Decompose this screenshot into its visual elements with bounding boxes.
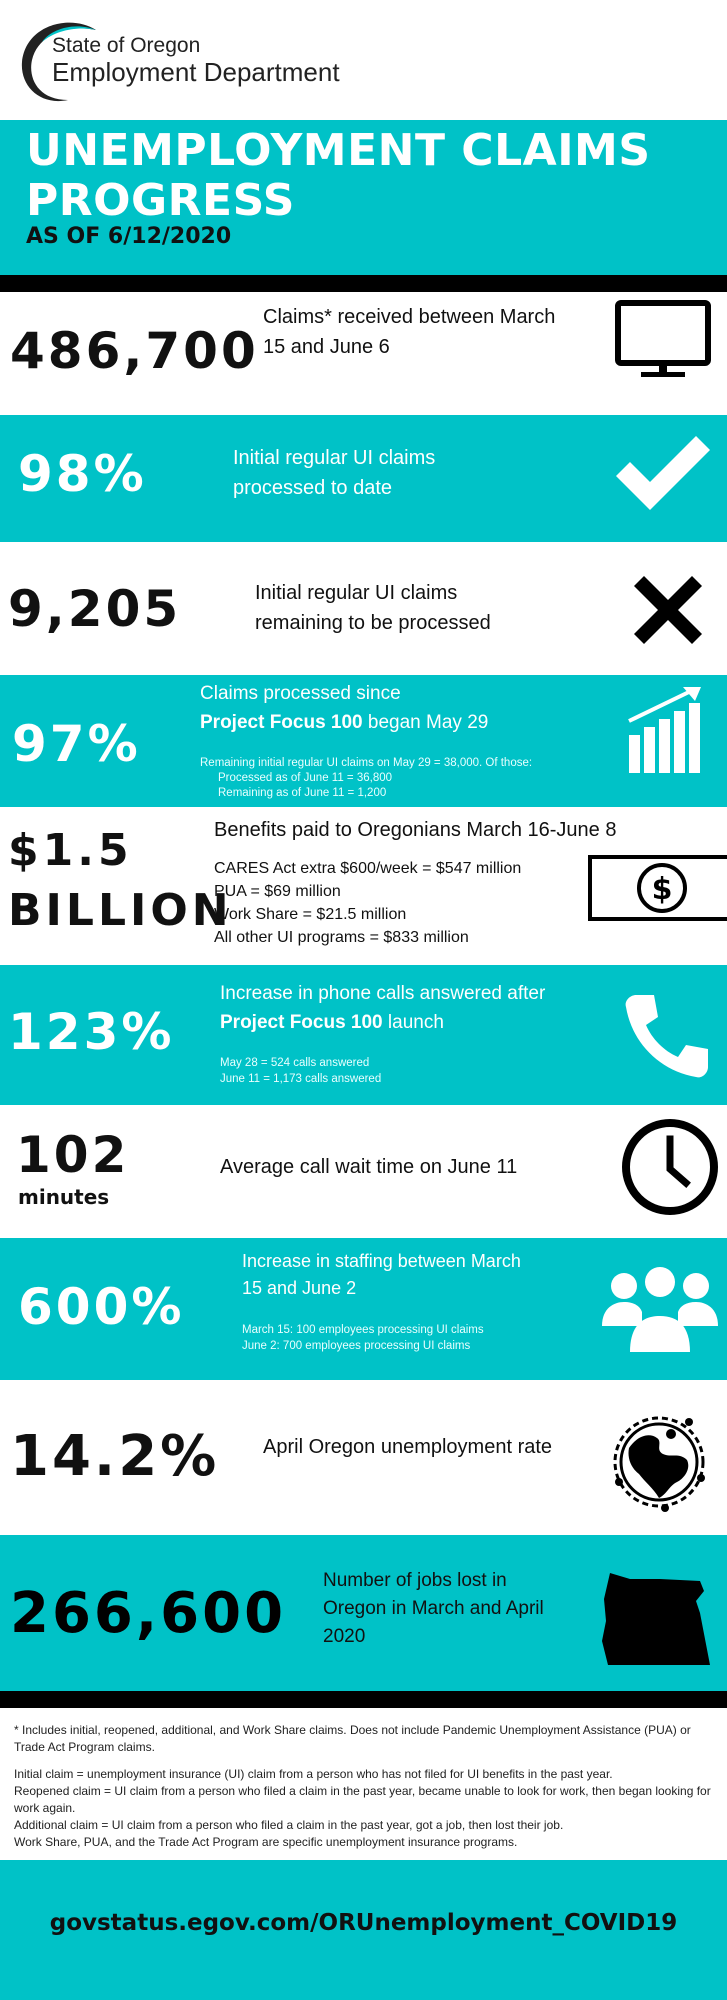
stat-value-line1: $1.5	[8, 825, 133, 876]
page-subtitle: AS OF 6/12/2020	[26, 224, 232, 249]
globe-icon	[605, 1408, 713, 1516]
note-line: Remaining initial regular UI claims on May 29 = 38,000. Of those:	[200, 757, 533, 769]
stat-text-rest: launch	[382, 1012, 444, 1033]
note-line: May 28 = 524 calls answered	[220, 1057, 370, 1069]
phone-icon	[622, 991, 712, 1081]
stat-note	[220, 1055, 520, 1087]
footnote: * Includes initial, reopened, additional, and Work Share claims. Does not include Pandemic Unemployment Assistance (PUA) or Trade Act Program claims.	[14, 1723, 691, 1754]
stat-claims-received	[0, 292, 727, 415]
stat-text-line1: Claims processed since	[200, 683, 401, 704]
oregon-map-icon	[600, 1569, 715, 1669]
benefits-item: CARES Act extra $600/week = $547 million	[214, 860, 522, 877]
definition: Reopened claim = UI claim from a person who filed a claim in the past year, became unable to look for work, then began looking for work again.	[14, 1784, 711, 1815]
stat-value: 123%	[8, 1003, 175, 1061]
note-line: June 2: 700 employees processing UI claims	[242, 1340, 471, 1352]
stat-processed-to-date	[0, 415, 727, 542]
clock-icon	[620, 1117, 720, 1217]
stat-remaining	[0, 542, 727, 675]
title-block	[0, 120, 727, 275]
stat-description	[220, 979, 610, 1037]
org-name-line1: State of Oregon	[52, 34, 201, 57]
definition: Work Share, PUA, and the Trade Act Program are specific unemployment insurance programs.	[14, 1835, 518, 1849]
stat-unit: minutes	[18, 1185, 110, 1209]
stat-text-line1: Increase in phone calls answered after	[220, 983, 546, 1004]
stat-value: 97%	[12, 715, 141, 773]
stat-note	[242, 1322, 572, 1354]
stat-benefits-paid	[0, 807, 727, 965]
x-mark-icon	[628, 570, 708, 650]
benefits-item: All other UI programs = $833 million	[214, 929, 469, 946]
monitor-icon	[615, 300, 711, 380]
benefits-list	[214, 857, 544, 949]
footnotes	[0, 1708, 727, 1860]
stat-value: 14.2%	[10, 1424, 220, 1489]
stat-text-bold: Project Focus 100	[220, 1012, 383, 1033]
divider-bar	[0, 1691, 727, 1708]
benefits-item: Work Share = $21.5 million	[214, 906, 407, 923]
stat-description: Number of jobs lost in Oregon in March and April 2020	[323, 1570, 544, 1647]
stat-description: Average call wait time on June 11	[220, 1156, 518, 1178]
stat-description: April Oregon unemployment rate	[263, 1436, 553, 1458]
footer-link[interactable]: govstatus.egov.com/ORUnemployment_COVID19	[49, 1910, 678, 1936]
stat-description: Initial regular UI claims processed to date	[233, 447, 436, 499]
note-line: Processed as of June 11 = 36,800	[218, 772, 393, 784]
people-group-icon	[600, 1262, 720, 1354]
divider-bar	[0, 275, 727, 292]
checkmark-icon	[610, 430, 714, 514]
note-line: June 11 = 1,173 calls answered	[220, 1073, 382, 1085]
stat-text-rest: began May 29	[362, 712, 489, 733]
org-name-line2: Employment Department	[52, 57, 340, 87]
header	[0, 0, 727, 120]
stat-description: Claims* received between March 15 and June 6	[263, 306, 556, 358]
note-line: Remaining as of June 11 = 1,200	[218, 787, 387, 799]
stat-text-bold: Project Focus 100	[200, 712, 363, 733]
stat-value: 486,700	[10, 322, 259, 380]
stat-value: 98%	[18, 445, 147, 503]
stat-value: 102	[16, 1126, 130, 1184]
stat-description	[200, 679, 530, 737]
definition: Initial claim = unemployment insurance (UI) claim from a person who has not filed for UI benefits in the past year.	[14, 1767, 613, 1781]
stat-project-focus	[0, 675, 727, 807]
stat-value	[8, 821, 233, 941]
stat-description: Increase in staffing between March 15 and June 2	[242, 1251, 521, 1298]
definition: Additional claim = UI claim from a person who filed a claim in the past year, got a job, then lost their job.	[14, 1818, 564, 1832]
note-line: March 15: 100 employees processing UI claims	[242, 1324, 484, 1336]
stat-value: 600%	[18, 1278, 185, 1336]
stat-value: 266,600	[10, 1581, 287, 1646]
stat-staffing	[0, 1238, 727, 1380]
dollar-bill-icon	[588, 855, 727, 921]
stat-wait-time	[0, 1105, 727, 1238]
growth-chart-icon	[625, 685, 705, 775]
stat-note	[200, 756, 580, 801]
svg-text:$: $	[651, 872, 673, 907]
stat-description: Initial regular UI claims remaining to be processed	[255, 582, 491, 634]
stat-heading: Benefits paid to Oregonians March 16-June 8	[214, 819, 617, 841]
stat-unemployment-rate	[0, 1380, 727, 1535]
stat-calls-answered	[0, 965, 727, 1105]
stat-value: 9,205	[8, 580, 182, 638]
stat-value-line2: BILLION	[8, 885, 233, 936]
benefits-item: PUA = $69 million	[214, 883, 341, 900]
footer	[0, 1860, 727, 2000]
stat-jobs-lost	[0, 1535, 727, 1691]
page-title: UNEMPLOYMENT CLAIMS PROGRESS	[26, 125, 651, 226]
